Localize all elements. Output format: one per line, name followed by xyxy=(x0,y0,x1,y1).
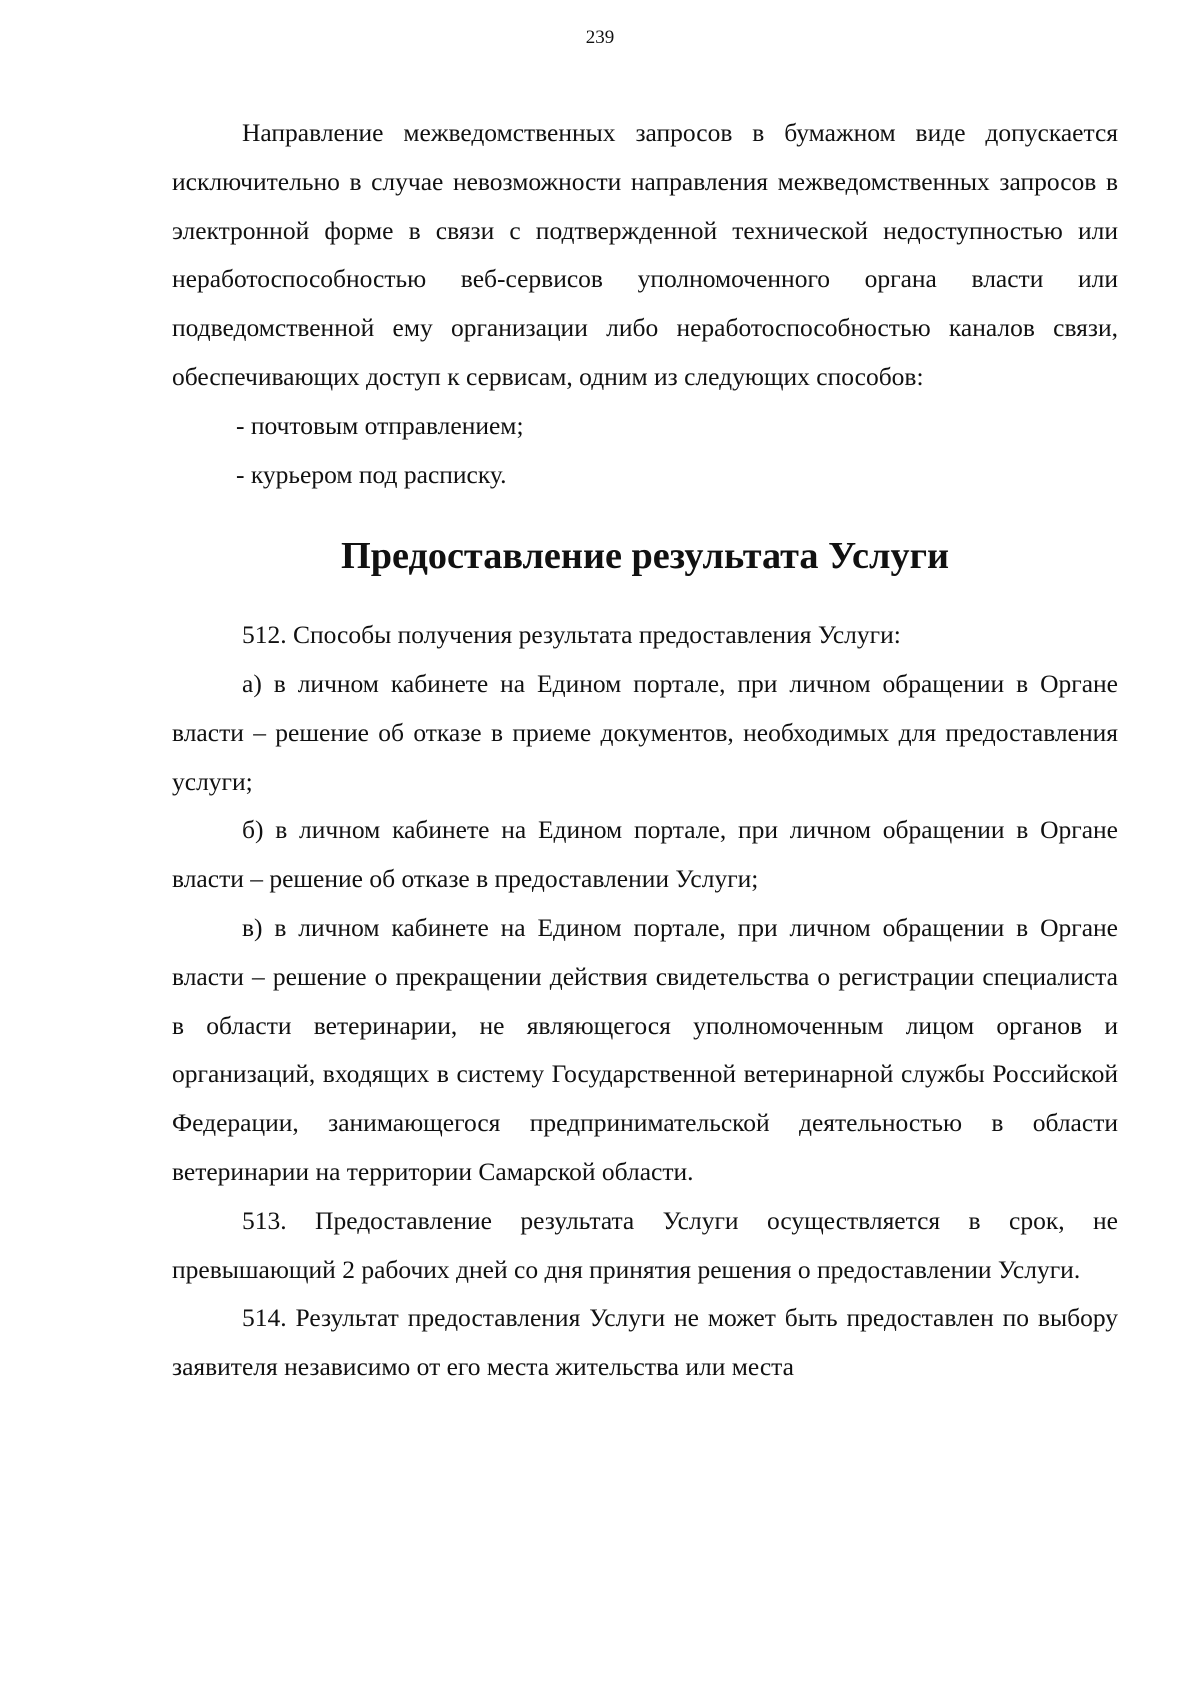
section-heading: Предоставление результата Услуги xyxy=(340,535,949,578)
paragraph-512: 512. Способы получения результата предоставления Услуги: xyxy=(242,620,901,650)
paragraph-512-v: в) в личном кабинете на Едином портале, при личном обращении в Органе власти – решение о прекращении действия свидетельства о регистрации специалиста в области ветеринарии, не являющегося уполномоченным лицом органов и организаций, входящих в систему Государственной ветеринарной службы Российской Федерации, занимающегося предпринимательской деятельностью в области ветеринарии на территории Самарской области. xyxy=(172,912,1118,1186)
intro-paragraph: Направление межведомственных запросов в бумажном виде допускается исключительно в случае невозможности направления межведомственных запросов в электронной форме в связи с подтвержденной технической недоступностью или неработоспособностью веб-сервисов уполномоченного органа власти или подведомственной ему организации либо неработоспособностью каналов связи, обеспечивающих доступ к сервисам, одним из следующих способов: xyxy=(172,118,1118,391)
list-item-courier: - курьером под расписку. xyxy=(236,459,507,489)
document-body xyxy=(172,109,1118,1392)
paragraph-512-a: а) в личном кабинете на Едином портале, при личном обращении в Органе власти – решение об отказе в приеме документов, необходимых для предоставления услуги; xyxy=(172,668,1118,796)
paragraph-512-b: б) в личном кабинете на Едином портале, при личном обращении в Органе власти – решение об отказе в предоставлении Услуги; xyxy=(172,815,1118,894)
paragraph-513: 513. Предоставление результата Услуги осуществляется в срок, не превышающий 2 рабочих дней со дня принятия решения о предоставлении Услуги. xyxy=(172,1205,1118,1284)
page-number: 239 xyxy=(585,27,615,48)
paragraph-514: 514. Результат предоставления Услуги не может быть предоставлен по выбору заявителя независимо от его места жительства или места xyxy=(172,1303,1118,1382)
list-item-postal: - почтовым отправлением; xyxy=(236,410,524,440)
